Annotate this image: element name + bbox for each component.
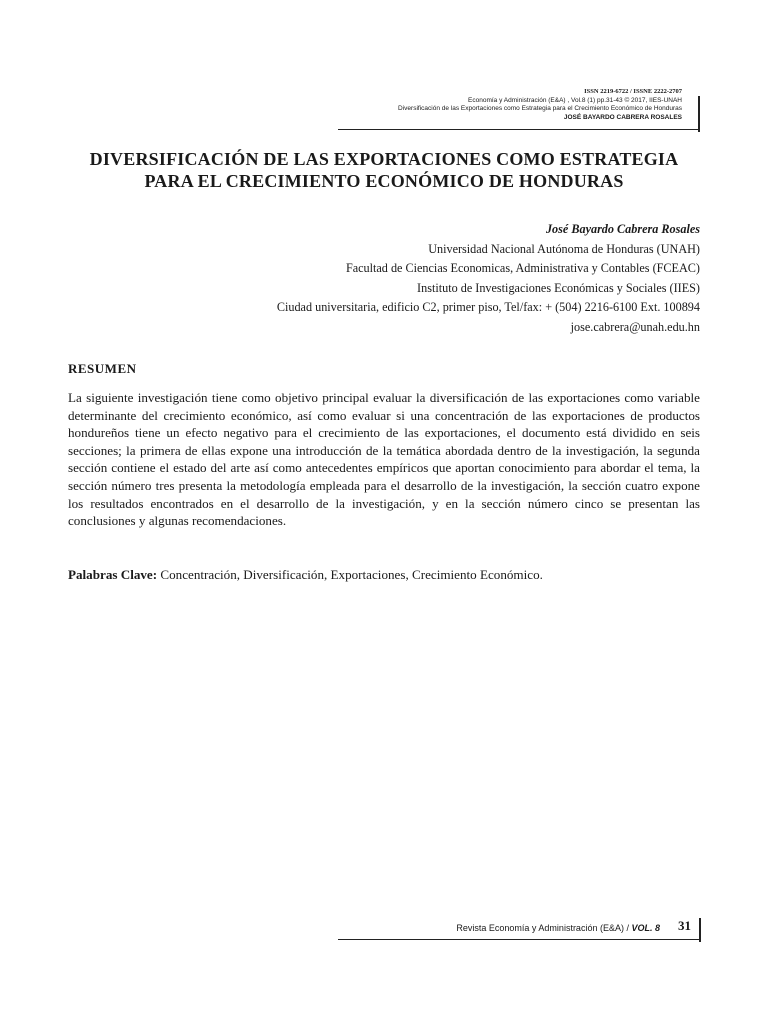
header-author: JOSÉ BAYARDO CABRERA ROSALES (563, 113, 682, 121)
article-title-line-2: PARA EL CRECIMIENTO ECONÓMICO DE HONDURAS (144, 171, 624, 191)
footer-journal (456, 923, 660, 933)
footer-journal-name: Revista Economía y Administración (E&A) / (456, 923, 629, 933)
page-number: 31 (678, 918, 691, 933)
header-vertical-rule (698, 96, 700, 132)
footer-horizontal-rule (338, 939, 700, 940)
author-email[interactable]: jose.cabrera@unah.edu.hn (570, 319, 700, 334)
keywords-list: Concentración, Diversificación, Exportaciones, Crecimiento Económico. (160, 567, 543, 582)
abstract-text: La siguiente investigación tiene como objetivo principal evaluar la diversificación de las exportaciones como variable determinante del crecimiento económico, así como evaluar si una concentración de las exportaciones de productos hondureños tiene un efecto negativo para el crecimiento de las exportaciones, el documento está dividido en seis secciones; la primera de ellas expone una introducción de la temática abordada dentro de la investigación, la segunda sección contiene el estado del arte así como antecedentes empíricos que aportan conocimiento para abordar el tema, la sección número tres presenta la metodología empleada para el desarrollo de la investigación, la sección cuatro expone los resultados encontrados en el desarrollo de la investigación, y en la sección número cinco se presentan las conclusiones y algunas recomendaciones. (68, 390, 700, 529)
running-header (282, 88, 690, 126)
keywords (68, 566, 700, 584)
header-issn: ISSN 2219-6722 / ISSNE 2222-2707 (584, 88, 682, 95)
header-article-title: Diversificación de las Exportaciones como Estrategia para el Crecimiento Económico de Honduras (398, 105, 682, 112)
header-horizontal-rule (338, 129, 700, 130)
affiliation-university: Universidad Nacional Autónoma de Honduras (UNAH) (428, 241, 700, 256)
affiliation-institute: Instituto de Investigaciones Económicas y Sociales (IIES) (417, 280, 700, 295)
abstract-heading: RESUMEN (68, 361, 137, 376)
header-journal-citation: Economía y Administración (E&A) , Vol.8 (1) pp.31-43 © 2017, IIES-UNAH (468, 96, 682, 104)
article-title-line-1: DIVERSIFICACIÓN DE LAS EXPORTACIONES COMO ESTRATEGIA (89, 149, 679, 169)
article-title (60, 148, 708, 192)
keywords-label: Palabras Clave: (68, 567, 158, 582)
author-affiliation (277, 220, 700, 337)
affiliation-address: Ciudad universitaria, edificio C2, primer piso, Tel/fax: + (504) 2216-6100 Ext. 100894 (276, 300, 700, 314)
author-name: José Bayardo Cabrera Rosales (545, 222, 700, 236)
footer-volume: VOL. 8 (631, 923, 660, 933)
affiliation-faculty: Facultad de Ciencias Economicas, Administrativa y Contables (FCEAC) (345, 261, 700, 275)
